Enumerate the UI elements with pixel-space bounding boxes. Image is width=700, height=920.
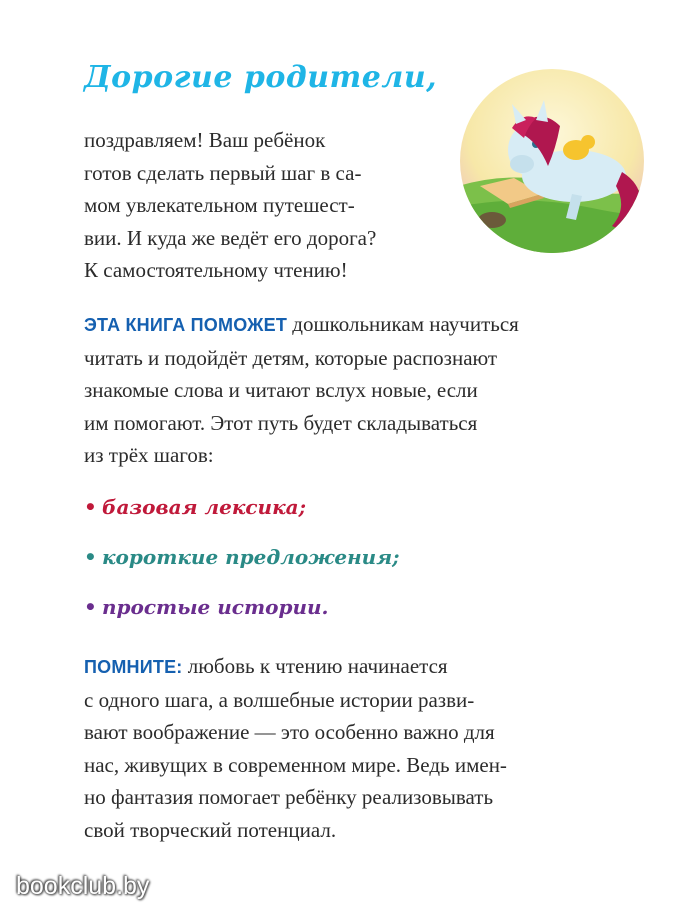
text-span: любовь к чтению начинается <box>182 654 448 678</box>
step-text: короткие предложения; <box>102 545 400 569</box>
text-line: вают воображение — это особенно важно для <box>84 720 495 744</box>
intro-paragraph <box>84 124 376 287</box>
text-line: из трёх шагов: <box>84 443 214 467</box>
text-line: читать и подойдёт детям, которые распознают <box>84 345 498 370</box>
steps-list <box>84 485 400 635</box>
book-help-paragraph <box>84 308 519 472</box>
emphasis-lead: ЭТА КНИГА ПОМОЖЕТ <box>84 315 288 335</box>
text-line: вии. И куда же ведёт его дорога? <box>84 225 377 250</box>
pony-reading-illustration <box>452 68 652 254</box>
text-span: дошкольникам научиться <box>287 312 519 336</box>
text-line: готов сделать первый шаг в са- <box>84 160 362 185</box>
remember-paragraph <box>84 650 507 846</box>
text-line: но фантазия помогает ребёнку реализовывать <box>84 785 494 809</box>
bullet-dot: • <box>84 595 97 619</box>
step-item <box>84 535 400 585</box>
text-line <box>84 650 507 684</box>
bullet-dot: • <box>84 495 97 519</box>
text-line: с одного шага, а волшебные истории разви- <box>84 687 475 712</box>
text-line: мом увлекательном путешест- <box>84 193 355 217</box>
text-line <box>84 308 519 342</box>
step-item <box>84 585 400 635</box>
emphasis-lead: ПОМНИТЕ: <box>84 657 183 677</box>
step-text: простые истории. <box>102 595 329 619</box>
step-text: базовая лексика; <box>102 495 306 519</box>
text-line: знакомые слова и читают вслух новые, если <box>84 378 478 402</box>
text-line: им помогают. Этот путь будет складываться <box>84 410 478 435</box>
step-item <box>84 485 400 535</box>
text-line: К самостоятельному чтению! <box>84 258 348 282</box>
bullet-dot: • <box>84 545 97 569</box>
page-heading: Дорогие родители, <box>84 60 438 95</box>
text-line: поздравляем! Ваш ребёнок <box>84 128 326 152</box>
watermark: bookclub.by <box>16 872 150 900</box>
text-line: свой творческий потенциал. <box>84 817 337 842</box>
text-line: нас, живущих в современном мире. Ведь имен- <box>84 752 507 777</box>
